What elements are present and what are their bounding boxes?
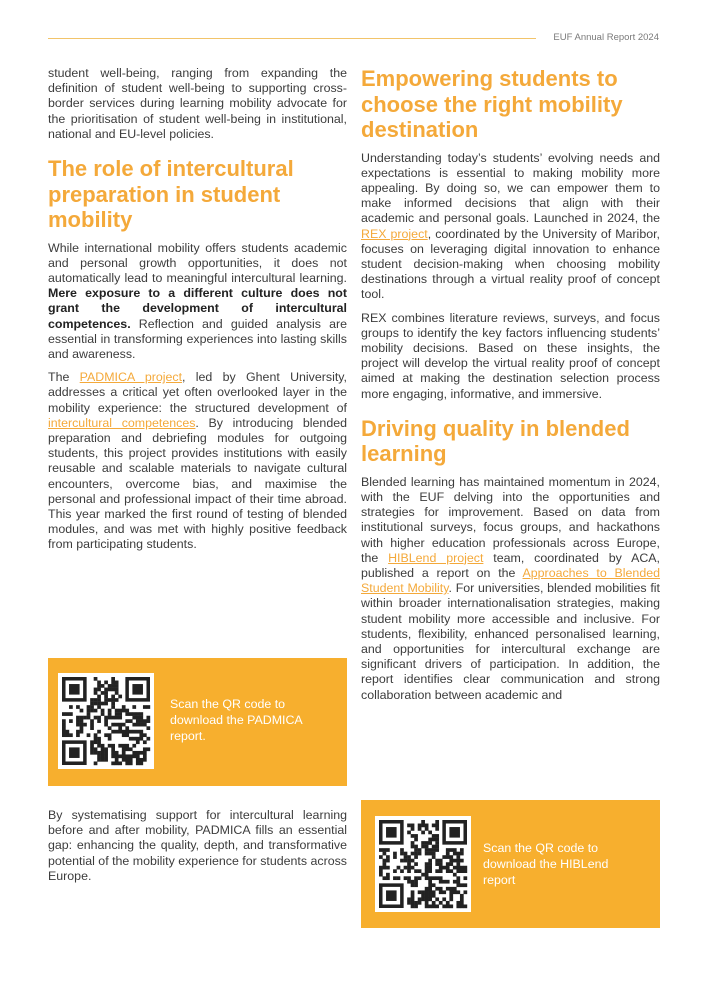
paragraph-padmica-summary: By systematising support for intercultural learning before and after mobility, PADMICA fills an essential gap: enhancing the quality, depth, and transformative potential of the mobility experience for students across Europe. <box>48 808 347 883</box>
section-title-intercultural: The role of intercultural preparation in student mobility <box>48 156 294 233</box>
blended-mobility-report-link[interactable]: Approaches to Blended Student Mobility <box>361 565 660 596</box>
section-title-empowering: Empowering students to choose the right mobility destination <box>361 66 623 142</box>
hiblend-qr-code[interactable] <box>375 816 471 912</box>
paragraph-rex-2: REX combines literature reviews, surveys, and focus groups to identify the key factors influencing students’ mobility decisions. Based on these insights, the project will develop the virtual reality proof of concept aimed at making the destination selection process more engaging, informative, and immersive. <box>361 310 660 401</box>
report-title: EUF Annual Report 2024 <box>553 32 659 43</box>
intro-paragraph: student well-being, ranging from expanding the definition of student well-being to supporting cross-border services during learning mobility advocate for the prioritisation of student well-being in institutional, national and EU-level policies. <box>48 66 347 141</box>
intercultural-competences-link[interactable]: intercultural competences <box>48 415 196 430</box>
header-line <box>48 38 536 39</box>
padmica-project-link[interactable]: PADMICA project <box>79 370 183 385</box>
paragraph-intercultural-1: While international mobility offers students academic and personal growth opportunities, it does not automatically lead to meaningful intercultural learning. Mere exposure to a different culture does not grant the development of intercultural competences. Reflection and guided analysis are essential in transforming experiences into lasting skills and awareness. <box>48 240 347 361</box>
qr-code-icon <box>375 816 471 912</box>
section-title-blended: Driving quality in blended learning <box>361 415 630 467</box>
padmica-qr-box <box>48 658 347 786</box>
qr-code-icon <box>58 673 154 769</box>
rex-project-link[interactable]: REX project <box>361 226 428 241</box>
hiblend-qr-text: Scan the QR code to download the HIBLend report <box>483 841 609 887</box>
bold-statement: Mere exposure to a different culture does not grant the development of intercultural competences. <box>48 286 347 331</box>
paragraph-rex-1: Understanding today’s students’ evolving needs and expectations is essential to making mobility more appealing. By doing so, we can empower them to make informed decisions that align with their academic and personal goals. Launched in 2024, the REX project, coordinated by the University of Maribor, focuses on leveraging digital innovation to enhance student decision-making when choosing mobility destinations through a virtual reality proof of concept tool. <box>361 150 660 302</box>
right-column <box>361 66 660 711</box>
padmica-qr-code[interactable] <box>58 673 154 769</box>
hiblend-project-link[interactable]: HIBLend project <box>388 550 484 565</box>
paragraph-blended: Blended learning has maintained momentum in 2024, with the EUF delving into the opportunities and strategies for improvement. Based on data from institutional surveys, focus groups, and hackathons with higher education professionals across Europe, the HIBLend project team, coordinated by ACA, published a report on the Approaches to Blended Student Mobility. For universities, blended mobilities fit within broader internationalisation strategies, making student mobility more accessible and inclusive. For students, flexibility, enhanced personalised learning, and opportunities for intercultural exchange are significant drivers of participation. In addition, the report identifies clear communication and strong collaboration between academic and <box>361 474 660 702</box>
paragraph-padmica: The PADMICA project, led by Ghent University, addresses a critical yet often overlooked layer in the mobility experience: the structured development of intercultural competences. By introducing blended preparation and debriefing modules for outgoing students, this project provides institutions with easily reusable and scalable materials to navigate cultural encounters, overcome bias, and maximise the personal and professional impact of their time abroad. This year marked the first round of testing of blended modules, and was met with highly positive feedback from participating students. <box>48 370 348 552</box>
left-column <box>48 66 347 561</box>
hiblend-qr-box <box>361 800 660 928</box>
padmica-qr-text: Scan the QR code to download the PADMICA report. <box>170 697 303 743</box>
